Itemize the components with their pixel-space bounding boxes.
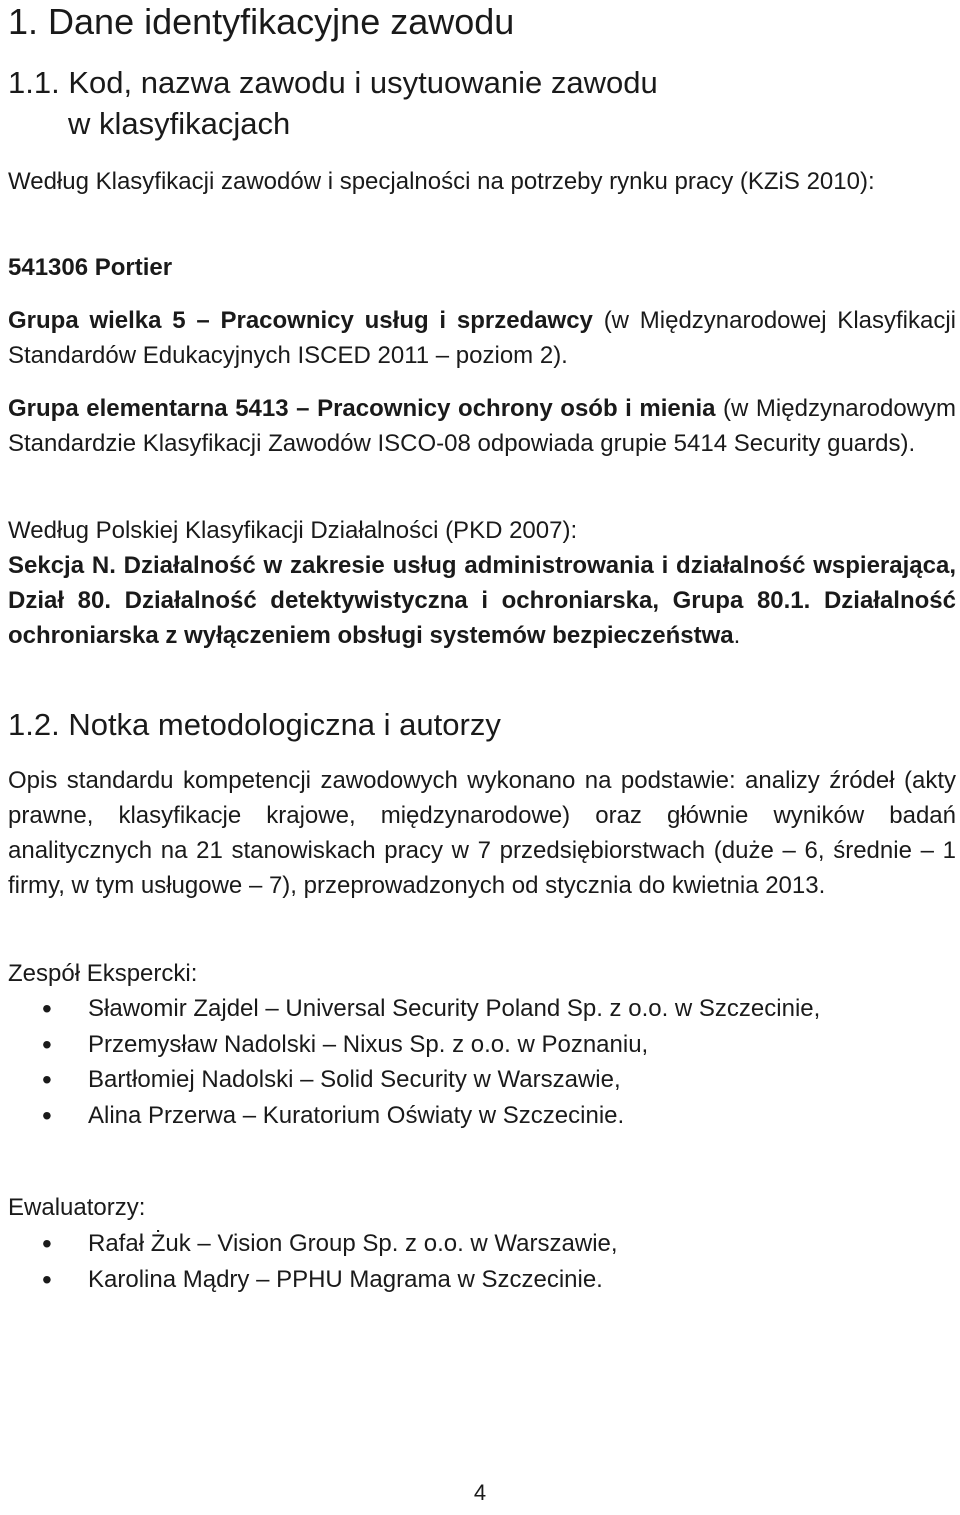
- grupa-elementarna-text: (w Międzynarodowym Standardzie Klasyfikacji Zawodów ISCO-08 odpowiada grupie 5414 Security guards).: [8, 395, 957, 457]
- kzis-intro-paragraph: Według Klasyfikacji zawodów i specjalności na potrzeby rynku pracy (KZiS 2010):: [8, 168, 875, 195]
- grupa-elementarna-paragraph: [8, 391, 956, 461]
- grupa-elementarna-label: Grupa elementarna 5413 – Pracownicy ochrony osób i mienia: [8, 395, 716, 422]
- list-item: • Przemysław Nadolski – Nixus Sp. z o.o. w Poznaniu,: [0, 1027, 956, 1063]
- evaluators-list: [0, 1226, 956, 1297]
- evaluators-label: Ewaluatorzy:: [8, 1194, 146, 1221]
- pkd-classification-end: .: [733, 622, 741, 649]
- section-heading-1-2: 1.2. Notka metodologiczna i autorzy: [8, 707, 501, 742]
- occupation-code-title: 541306 Portier: [8, 254, 173, 281]
- grupa-wielka-label: Grupa wielka 5 – Pracownicy usług i sprzedawcy: [8, 307, 593, 334]
- grupa-wielka-text: (w Międzynarodowej Klasyfikacji Standardów Edukacyjnych ISCED 2011 – poziom 2).: [8, 307, 957, 369]
- pkd-classification-text: Sekcja N. Działalność w zakresie usług administrowania i działalność wspierająca, Dział 80. Działalność detektywistyczna i ochroniarska, Grupa 80.1. Działalność ochroniarska z wyłączeniem obsługi systemów bezpieczeństwa: [8, 552, 956, 649]
- heading-1-1-line2: w klasyfikacjach: [68, 106, 291, 141]
- experts-list: [0, 991, 956, 1133]
- list-item: • Alina Przerwa – Kuratorium Oświaty w Szczecinie.: [0, 1098, 956, 1134]
- grupa-wielka-paragraph: [8, 303, 956, 373]
- experts-label: Zespół Ekspercki:: [8, 960, 198, 987]
- list-item: • Karolina Mądry – PPHU Magrama w Szczecinie.: [0, 1262, 956, 1298]
- pkd-intro-paragraph: Według Polskiej Klasyfikacji Działalności (PKD 2007):: [8, 517, 578, 544]
- page-number: 4: [473, 1480, 487, 1505]
- methodology-paragraph: Opis standardu kompetencji zawodowych wykonano na podstawie: analizy źródeł (akty prawne, klasyfikacje krajowe, międzynarodowe) oraz głównie wyników badań analitycznych na 21 stanowiskach pracy w 7 przedsiębiorstwach (duże – 6, średnie – 1 firmy, w tym usługowe – 7), przeprowadzonych od stycznia do kwietnia 2013.: [8, 767, 956, 899]
- list-item: • Rafał Żuk – Vision Group Sp. z o.o. w Warszawie,: [0, 1226, 956, 1262]
- heading-1-1-line1: 1.1. Kod, nazwa zawodu i usytuowanie zawodu: [8, 65, 658, 100]
- pkd-classification-paragraph: [8, 548, 956, 653]
- section-heading-1: 1. Dane identyfikacyjne zawodu: [8, 1, 515, 42]
- list-item: • Sławomir Zajdel – Universal Security Poland Sp. z o.o. w Szczecinie,: [0, 991, 956, 1027]
- section-heading-1-1: [8, 62, 658, 144]
- list-item: • Bartłomiej Nadolski – Solid Security w Warszawie,: [0, 1062, 956, 1098]
